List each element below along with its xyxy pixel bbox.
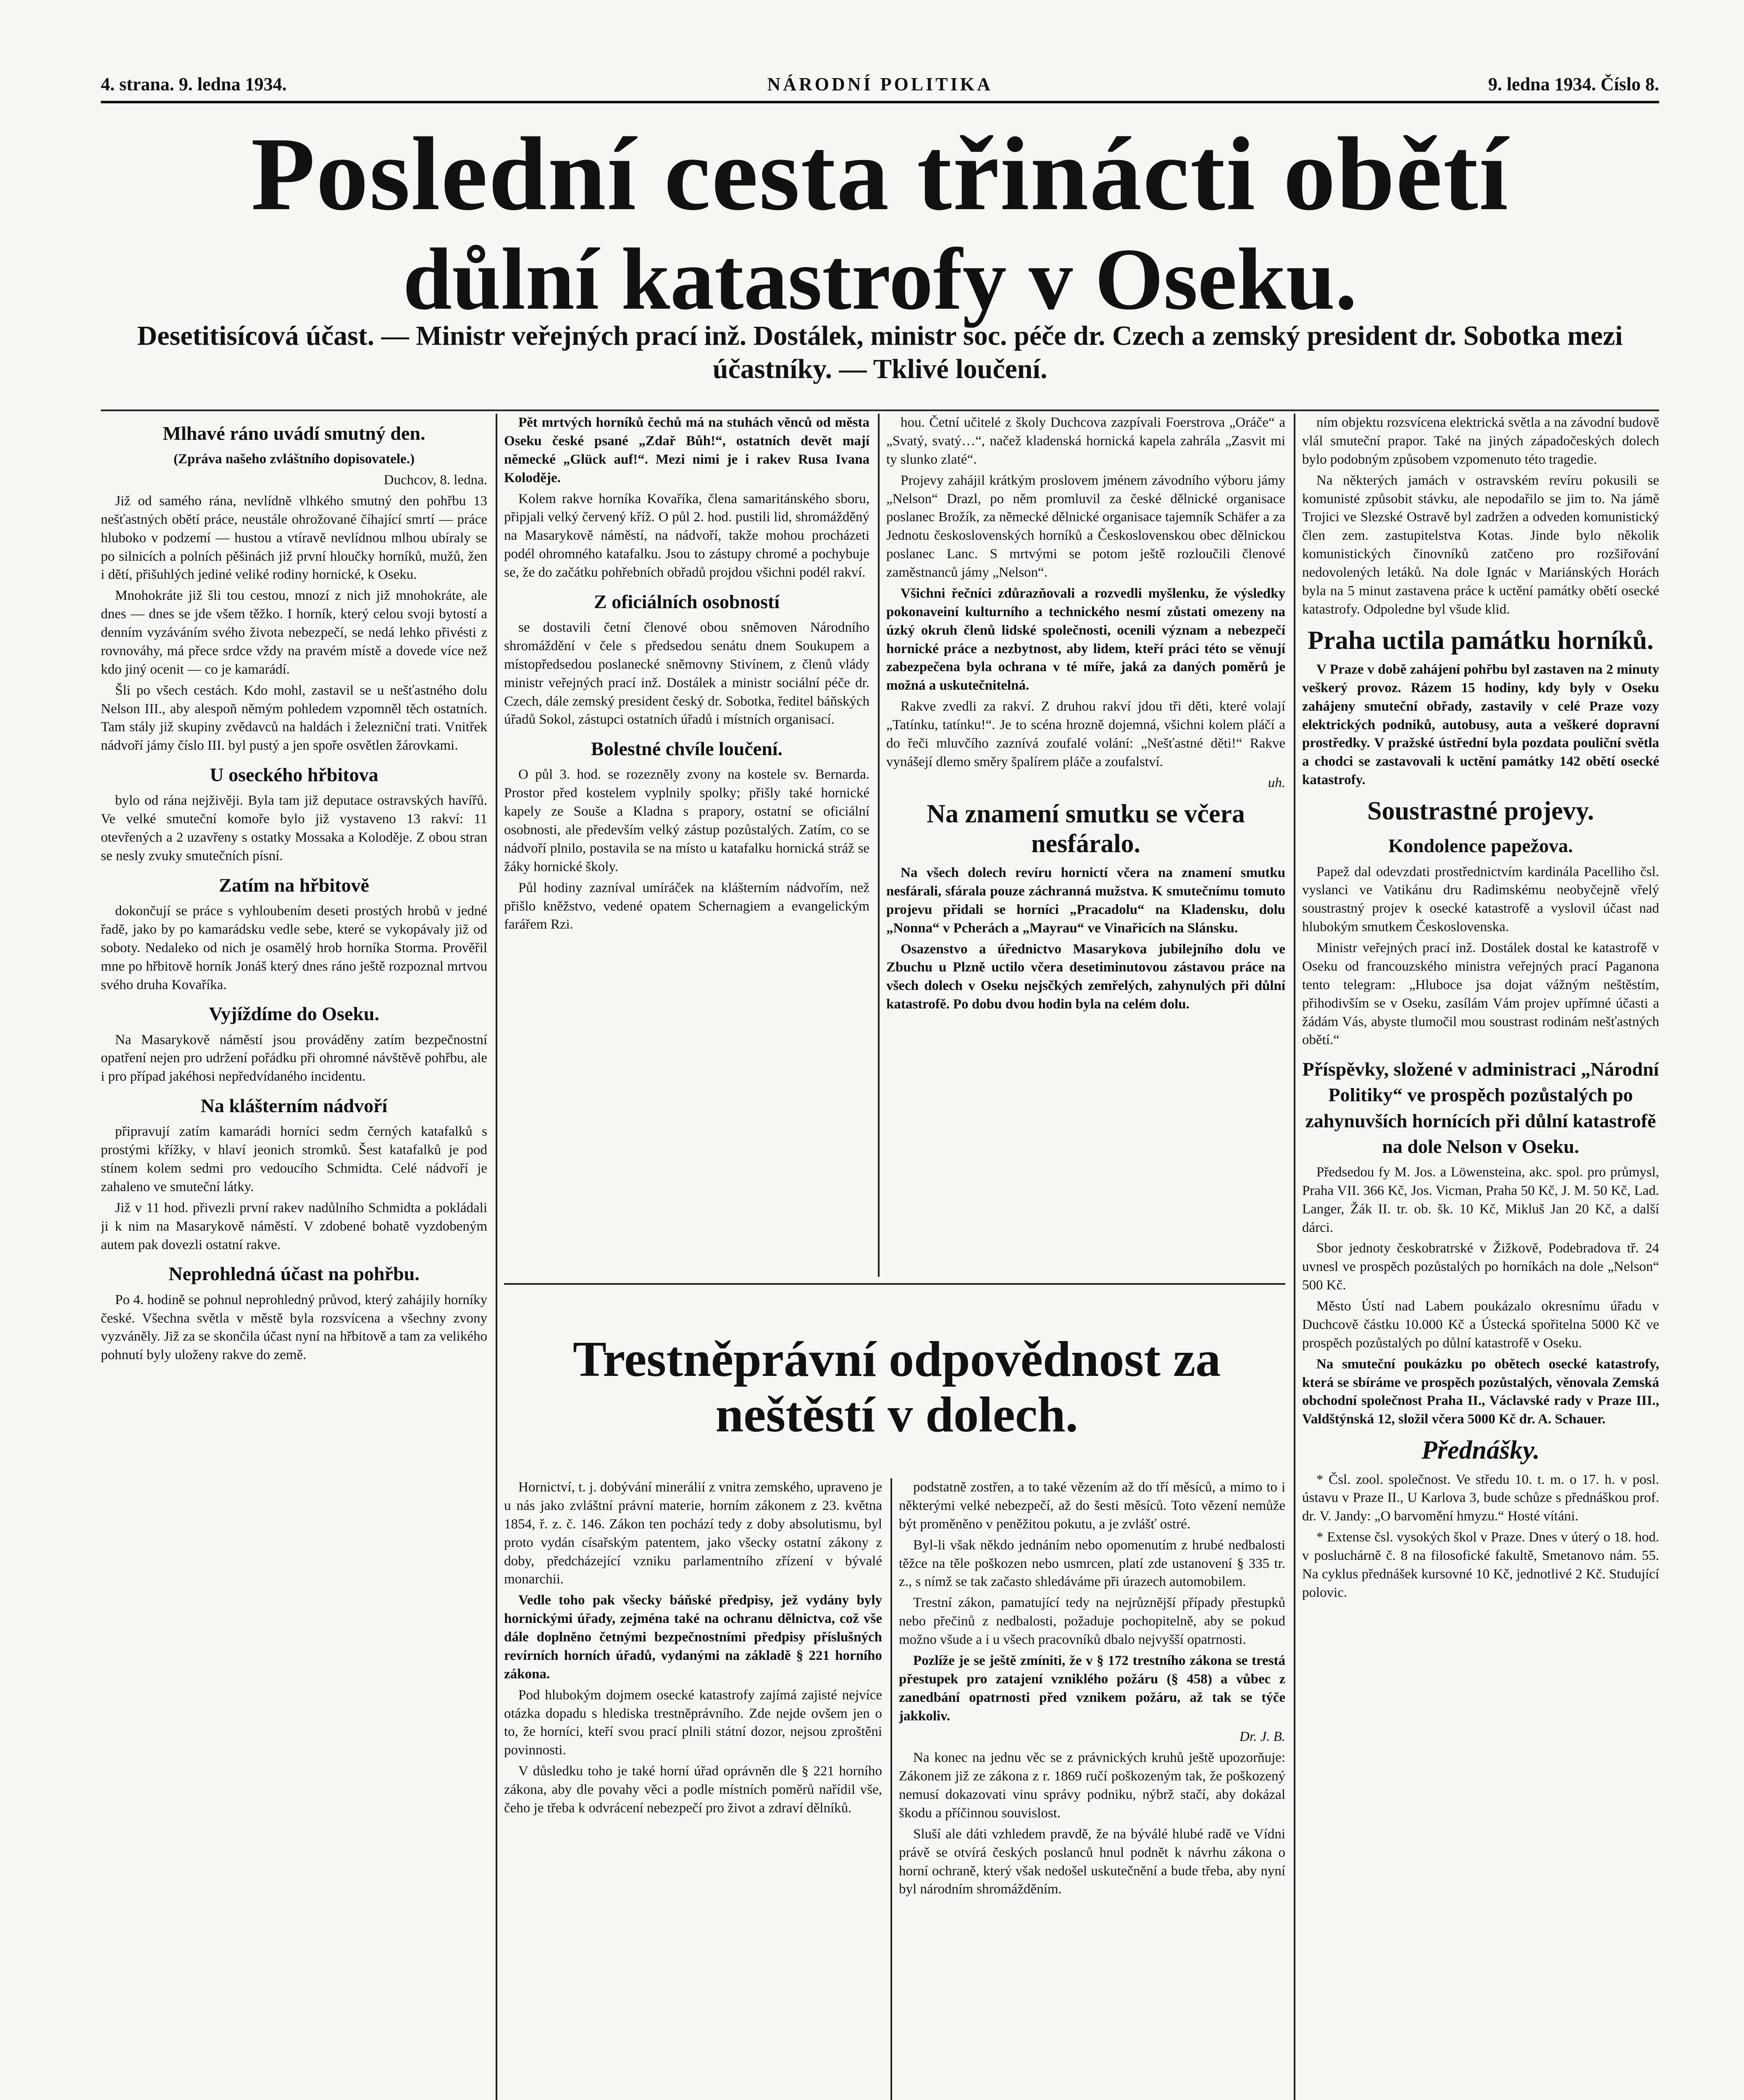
column-3 <box>886 414 1285 1277</box>
column-divider <box>878 414 880 1277</box>
paragraph: Pět mrtvých horníků čechů má na stuhách věnců od města Oseku české psané „Zdař Bůh!“, ostatních devět mají německé „Glück auf!“. Mezi nimi je i rakev Rusa Ivana Koloděje. <box>504 415 869 486</box>
paragraph: připravují zatím kamarádi horníci sedm černých katafalků s prostými křížky, v hlaví jeonich stromků. Šest katafalků je pod stínem kolem sedmi pro vedoucího Schmidta. Celé nádvoří je zahaleno ve smuteční látky. <box>101 1124 487 1194</box>
paragraph: * Extense čsl. vysokých škol v Praze. Dnes v úterý o 18. hod. v posluchárně č. 8 na filosofické fakultě, Smetanovo nám. 55. Na cyklus přednášek kursovné 10 Kč, jednotlivé 2 Kč. Studující polovic. <box>1302 1530 1659 1600</box>
paragraph: Trestní zákon, pamatující tedy na nejrůznější případy přestupků nebo přečinů z nedbalosti, požaduje pochopitelně, aby se pokud možno všude a i u všech pracovníků dbalo nejvyšší opatrnosti. <box>899 1595 1285 1647</box>
paragraph: Rakve zvedli za rakví. Z druhou rakví jdou tři děti, které volají „Tatínku, tatínku!“. Je to scéna hrozně dojemná, všichni kolem pláčí a do řeči mluvčího zaznívá zoufalé volání: „Nešťastné děti!“ Rakve vynášejí dlemo směry špalírem pláče a zoufalství. <box>886 699 1285 769</box>
paragraph: Na všech dolech revíru hornictí včera na znamení smutku nesfárali, sfárala pouze záchranná mužstva. K smutečnímu tomuto projevu přidali se horníci „Pracadolu“ na Kladensku, dolu „Nonna“ v Pcherách a „Mayrau“ ve Vinařicích na Slánsku. <box>886 865 1285 936</box>
paragraph: Papež dal odevzdati prostřednictvím kardinála Pacelliho čsl. vyslanci ve Vatikánu dru Radimskému neobyčejně vřelý soustrastný projev k osecké katastrofě a vyslovil účast nad hlubokým smutkem Československa. <box>1302 864 1659 935</box>
column-2 <box>504 414 869 1277</box>
section-heading: Bolestné chvíle loučení. <box>591 738 783 760</box>
section-heading: Na znamení smutku se včera nesfáralo. <box>927 799 1245 858</box>
paragraph: Po 4. hodině se pohnul neprohledný průvod, který zahájily horníky české. Všechna světla v městě byla rozsvícena a všechny zvony vyzváněly. Již za se skončila účast nyní na hřbitově a tam za velikého pohnutí byly uloženy rakve do země. <box>101 1292 487 1363</box>
header-left: 4. strana. 9. ledna 1934. <box>101 74 287 94</box>
masthead: NÁRODNÍ POLITIKA <box>767 74 993 94</box>
paragraph: O půl 3. hod. se rozezněly zvony na kostele sv. Bernarda. Prostor před kostelem vyplnily spolky; přišly také hornické kapely ze Souše a Kladna s prapory, ostatní se oficiální osobnosti, ale především velký zástup pozůstalých. Zatím, co se nádvoří plnilo, postavila se na místo u katafalku hornická stráž se žáky hornické školy. <box>504 767 869 874</box>
paragraph: Hornictví, t. j. dobývání minerálií z vnitra zemského, upraveno je u nás jako zvláštní právní materie, horním zákonem z 23. května 1854, ř. z. č. 146. Zákon ten pochází tedy z doby absolutismu, byl proto vydán císařským patentem, jako všecky ostatní zákony z doby, předcházející vzniku parlamentního zřízení v bývalé monarchii. <box>504 1480 882 1587</box>
section-heading: Příspěvky, složené v administraci „Národní Politiky“ ve prospěch pozůstalých po zahynuvších hornících při důlní katastrofě na dole Nelson v Oseku. <box>1302 1058 1659 1157</box>
paragraph: Již od samého rána, nevlídně vlhkého smutný den pohřbu 13 nešťastných obětí práce, neustále ohrožované číhající smrtí — práce hluboko v podzemí — hustou a vtíravě nevlídnou mlhou ubíraly se po silnicích a polních pěšinách již první hloučky horníků, mužů, žen i dětí, přišuhlých jediné veliké rodiny hornické, k Oseku. <box>101 493 487 583</box>
signature: Dr. J. B. <box>1239 1729 1285 1745</box>
paragraph: Mnohokráte již šli tou cestou, mnozí z nich již mnohokráte, ale dnes — dnes se jde všem těžko. I horník, který celou svoji bytostí a denním vyzáváním svého života nebezpečí, se nedá lehko přivésti z rovnováhy, má přece srdce vždy na pravém místě a dovede více než kdo jiný ocenit — co je kamarádí. <box>101 588 487 677</box>
subheadline: Desetitisícová účast. — Ministr veřejných prací inž. Dostálek, ministr soc. péče dr. Czech a zemský president dr. Sobotka mezi účastníky. — Tklivé loučení. <box>137 320 1623 385</box>
lead-note: (Zpráva našeho zvláštního dopisovatele.) <box>173 452 415 467</box>
section-heading: Neprohledná účast na pohřbu. <box>168 1263 420 1285</box>
section-heading: Soustrastné projevy. <box>1367 797 1594 826</box>
paragraph: dokončují se práce s vyhloubením deseti prostých hrobů v jedné řadě, jako by po kamarádsku vedle sebe, které se vykopávaly již od soboty. Nedaleko od nich je osamělý hrob horníka Storma. Prověřil mne po hřbitově horník Jonáš který dnes ráno ještě rozpoznal mrtvou svého druha Kovaříka. <box>101 903 487 992</box>
paragraph: * Čsl. zool. společnost. Ve středu 10. t. m. o 17. h. v posl. ústavu v Praze II., U Karlova 3, bude schůze s přednáškou prof. dr. V. Jandy: „O barvomění hmyzu.“ Hosté vítáni. <box>1302 1472 1659 1524</box>
dateline: Duchcov, 8. ledna. <box>383 472 487 488</box>
lead-heading: Mlhavé ráno uvádí smutný den. <box>163 423 425 444</box>
paragraph: Město Ústí nad Labem poukázalo okresnímu úřadu v Duchcově částku 10.000 Kč a Ústecká spořitelna 5000 Kč ve prospěch pozůstalých po důlní katastrofě v Oseku. <box>1302 1299 1659 1351</box>
paragraph: Pod hlubokým dojmem osecké katastrofy zajímá zajisté nejvíce otázka dopadu s hlediska trestněprávního. Zde nejde ovšem jen o to, že horníci, kteří svou prací plnili státní dozor, nejsou zproštěni povinnosti. <box>504 1687 882 1758</box>
signature: uh. <box>1268 775 1285 790</box>
paragraph: Šli po všech cestách. Kdo mohl, zastavil se u nešťastného dolu Nelson III., aby alespoň němým pohledem vzpomněl těch ostatních. Tam stály již skupiny zvědavců na haldách i železniční trati. Vnitřek nádvoří jámy číslo III. byl pustý a jen spoře osvětlen žárovkami. <box>101 682 487 753</box>
headline-rule <box>101 410 1659 411</box>
paragraph: Všichni řečníci zdůrazňovali a rozvedli myšlenku, že výsledky pokonaveiní kulturního a technického nesmí zůstati omezeny na úzký okruh členů lidské společnosti, ocenili význam a nebezpečí hornické práce a nezbytnost, aby lidem, kteří práci této se věnují zabezpečena byla ochrana v té míře, jaká za daných poměrů je možná a uskutečnitelná. <box>886 585 1285 693</box>
paragraph: Předsedou fy M. Jos. a Löwensteina, akc. spol. pro průmysl, Praha VII. 366 Kč, Jos. Vicman, Praha 50 Kč, J. M. 50 Kč, Lad. Langer, Žák II. tr. ob. šk. 10 Kč, Mikluš Jan 20 Kč, a další dárci. <box>1302 1164 1659 1235</box>
section-heading: Praha uctila památku horníků. <box>1308 626 1654 655</box>
section-heading: U oseckého hřbitova <box>210 764 378 786</box>
paragraph: Projevy zahájil krátkým proslovem jménem závodního výboru jámy „Nelson“ Drazl, po něm promluvil za české dělnické organisace poslanec Brožík, za německé dělnické organisace tajemník Schäfer a za Jednotu československých horníků a Československou obec dělnickou poslanec Lanc. S mrtvými se potom ještě rozloučili členové zaměstnanců jámy „Nelson“. <box>886 472 1285 580</box>
paragraph: Na smuteční poukázku po obětech osecké katastrofy, která se sbíráme ve prospěch pozůstalých, věnovala Zemská obchodní společnost Praha II., Václavské rady v Praze III., Valdštýnská 12, složil včera 5000 Kč dr. A. Schauer. <box>1302 1356 1659 1427</box>
paragraph: ním objektu rozsvícena elektrická světla a na závodní budově vlál smuteční prapor. Také na jiných západočeských dolech bylo podobným způsobem vzpomenuto této tragedie. <box>1302 415 1659 467</box>
paragraph: Kolem rakve horníka Kovaříka, člena samaritánského sboru, připjali velký červený kříž. O půl 2. hod. pustili lid, shromážděný na Masarykově náměstí, na nádvoří, takže mohou procházeti podél ohromného katafalku. Jsou to zástupy chromé a pochybuje se, že do začátku pohřebních obřadů projdou všichni podél rakví. <box>504 491 869 580</box>
main-headline-line2: důlní katastrofy v Oseku. <box>403 231 1357 328</box>
article2-column-1 <box>504 1478 882 2100</box>
paragraph: V Praze v době zahájení pohřbu byl zastaven na 2 minuty veškerý provoz. Rázem 15 hodiny, kdy byly v Oseku zahájeny smuteční obřady, zastavily v celé Praze vozy elektrických podniků, autobusy, auta a veškeré dopravní prostředky. V pražské ústřední byla pozdata pouliční světla a chodci se zastavovali k uctění památky 142 obětí osecké katastrofy. <box>1302 662 1659 788</box>
paragraph: bylo od rána nejživěji. Byla tam již deputace ostravských havířů. Ve velké smuteční komoře bylo již vystaveno 13 rakví: 11 otevřených a 2 uzavřeny s ostatky Mossaka a Koloděje. Z obou stran se nesly zvuky smutečních písní. <box>101 793 487 864</box>
paragraph: Na Masarykově náměstí jsou prováděny zatím bezpečnostní opatření nejen pro udržení pořádku při ohromné návštěvě pohřbu, ale i pro případ jakéhosi nepředvídaného incidentu. <box>101 1032 487 1084</box>
paragraph: Již v 11 hod. přivezli první rakev nadůlního Schmidta a pokládali ji k nim na Masarykově náměstí. V zdobené bohatě vyzdobeným autem pak dovezli ostatní rakve. <box>101 1200 487 1252</box>
paragraph: Osazenstvo a úřednictvo Masarykova jubilejního dolu ve Zbuchu u Plzně uctilo včera desetiminutovou zástavou práce na všech dolech v Oseku nejsčkých zemřelých, zahynulých při důlní katastrofě. Po dobu dvou hodin byla na celém dolu. <box>886 941 1285 1012</box>
paragraph: Vedle toho pak všecky báňské předpisy, jež vydány byly hornickými úřady, zejména také na ochranu dělnictva, což vše dále doplněno četnými bezpečnostními předpisy příslušných revírních horních úřadů, vydanými na základě § 221 horního zákona. <box>504 1593 882 1682</box>
section-heading: Zatím na hřbitově <box>219 874 369 896</box>
column-divider <box>1294 414 1295 2100</box>
paragraph: V důsledku toho je také horní úřad oprávněn dle § 221 horního zákona, aby dle povahy věci a podle místních poměrů nařídil vše, čeho je třeba k odvrácení nebezpečí pro život a zdraví dělníků. <box>504 1764 882 1816</box>
article2-column-2 <box>899 1478 1285 2100</box>
column-divider <box>890 1478 892 2100</box>
paragraph: Ministr veřejných prací inž. Dostálek dostal ke katastrofě v Oseku od francouzského ministra veřejných prací Paganona tento telegram: „Hluboce jsa dojat vážným neštěstím, přihodivším se v Oseku, zasílám Vám projev upřímné účasti a žádám Vás, abyste tlumočil mou soustrast rodinám nešťastných obětí.“ <box>1302 940 1659 1048</box>
column-4 <box>1302 414 1659 2100</box>
paragraph: podstatně zostřen, a to také vězením až do tří měsíců, a mimo to i některými velké nebezpečí, až do šesti měsíců. Toto vězení nemůže být proměněno v peněžitou pokutu, a je zvlášť ostré. <box>899 1480 1285 1532</box>
paragraph: Byl-li však někdo jednáním nebo opomenutím z hrubé nedbalosti těžce na těle poškozen nebo usmrcen, platí zde ustanovení § 335 tr. z., s nímž se tak začasto shledáváme při úrazech automobilem. <box>899 1537 1285 1590</box>
section-heading: Z oficiálních osobností <box>594 591 780 612</box>
paragraph: hou. Četní učitelé z školy Duchcova zazpívali Foerstrova „Oráče“ a „Svatý, svatý…“, načež kladenská hornická kapela zahrála „Zasvit mi ty slunko zlaté“. <box>886 415 1285 467</box>
page-header <box>101 74 1659 99</box>
section-heading: Na klášterním nádvoří <box>200 1095 388 1117</box>
section-heading: Vyjíždíme do Oseku. <box>209 1003 379 1025</box>
header-rule <box>101 101 1659 103</box>
header-right: 9. ledna 1934. Číslo 8. <box>1488 74 1659 94</box>
column-1 <box>101 414 487 2100</box>
article-rule <box>504 1283 1285 1285</box>
paragraph: Sluší ale dáti vzhledem pravdě, že na býválé hlubé radě ve Vídni právě se otvírá českých poslanců hnul podnět k návrhu zákona o horní ochraně, který však nedošel uskutečnění a bude třeba, aby nyní byl národním shromážděním. <box>899 1826 1285 1897</box>
paragraph: Pozlíže je se ještě zmíniti, že v § 172 trestního zákona se trestá přestupek pro zatajení vzniklého požáru (§ 458) a vůbec z zanedbání opatrnosti před vznikem požáru, až tak se týče jakkoliv. <box>899 1653 1285 1724</box>
paragraph: Na některých jamách v ostravském revíru pokusili se komunisté způsobit stávku, ale nepodařilo se jim to. Na jámě Trojici ve Slezské Ostravě byl zadržen a odveden komunistický člen zem. zastupitelstva Kotas. Jinde bylo několik komunistických činovníků zatčeno pro rozšiřování nedovolených letáků. Na dole Ignác v Mariánských Horách byla na 5 minut zastavena práce k uctění památky obětí osecké katastrofy. Odpoledne byl všude klid. <box>1302 472 1659 617</box>
section-heading: Kondolence papežova. <box>1388 835 1573 857</box>
section-heading: Přednášky. <box>1421 1436 1540 1465</box>
main-headline-line1: Poslední cesta třinácti obětí <box>251 116 1509 232</box>
paragraph: Půl hodiny zazníval umíráček na klášterním nádvořím, než přišlo kněžstvo, vedené opatem Schernagiem a evangelickým farářem Rzi. <box>504 880 869 932</box>
paragraph: Na konec na jednu věc se z právnických kruhů ještě upozorňuje: Zákonem již ze zákona z r. 1869 ručí poškozeným tak, že poškozený nemusí dokazovati vinu správy podniku, nýbrž stačí, aby dokázal škodu a příčinnou souvislost. <box>899 1750 1285 1821</box>
paragraph: se dostavili četní členové obou sněmoven Národního shromáždění v čele s předsedou senátu dnem Soukupem a místopředsedou poslanecké sněmovny Stivínem, z členů vlády ministr veřejných prací inž. Dostálek a ministr sociální péče dr. Czech, dále zemský president český dr. Sobotka, ředitel báňských úřadů Sokol, zástupci ostatních úřadů i místních organisací. <box>504 620 869 727</box>
column-divider <box>496 414 497 2100</box>
article2-title: Trestněprávní odpovědnost za neštěstí v dolech. <box>573 1331 1221 1442</box>
paragraph: Sbor jednoty českobratrské v Žižkově, Podebradova tř. 24 uvnesl ve prospěch pozůstalých po horníkách na dole „Nelson“ 500 Kč. <box>1302 1241 1659 1293</box>
